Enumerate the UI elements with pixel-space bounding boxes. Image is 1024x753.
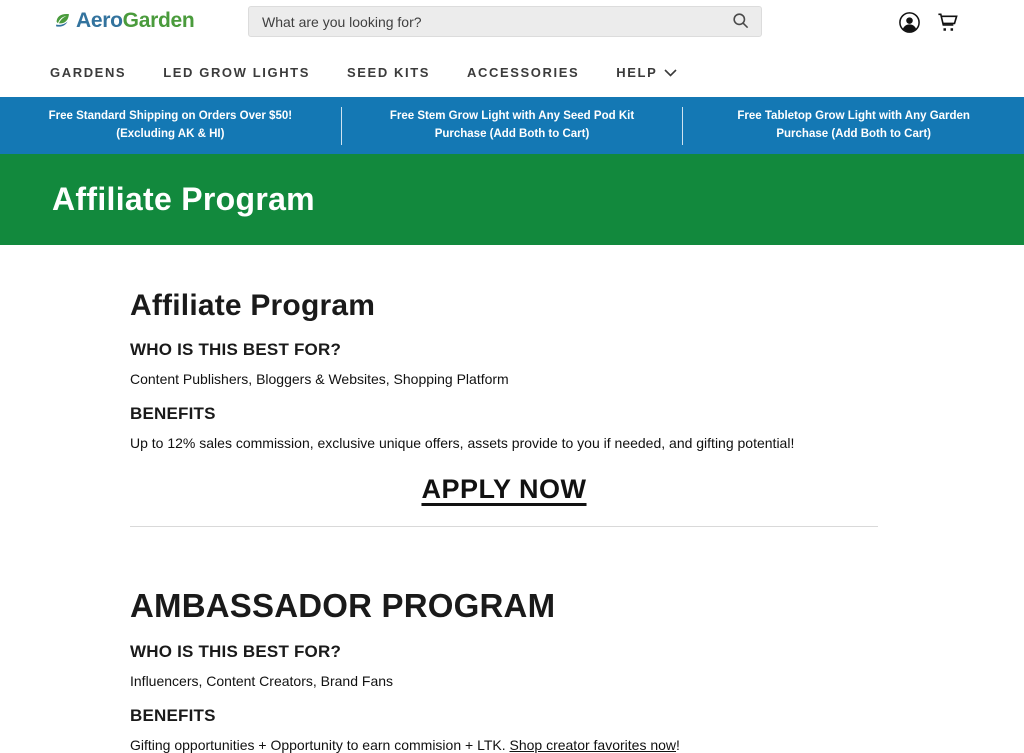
main-content [130, 289, 878, 753]
promo-message-stem-light: Free Stem Grow Light with Any Seed Pod Kit Purchase (Add Both to Cart) [389, 109, 635, 140]
nav-item-accessories[interactable]: ACCESSORIES [467, 65, 580, 80]
leaf-icon [52, 10, 74, 32]
page-title: Affiliate Program [52, 181, 315, 217]
chevron-down-icon [664, 65, 677, 80]
account-button[interactable] [898, 11, 921, 37]
primary-nav [0, 48, 1024, 97]
site-header [0, 0, 1024, 48]
affiliate-who-heading: WHO IS THIS BEST FOR? [130, 340, 342, 359]
page-hero [0, 154, 1024, 245]
affiliate-benefits-heading: BENEFITS [130, 404, 216, 423]
ambassador-benefits-text [130, 737, 878, 753]
cart-icon [936, 11, 959, 37]
promo-message-tabletop-light: Free Tabletop Grow Light with Any Garden Purchase (Add Both to Cart) [737, 109, 970, 140]
nav-item-gardens[interactable]: GARDENS [50, 65, 127, 80]
apply-now-link[interactable]: APPLY NOW [421, 474, 587, 504]
affiliate-section-title: Affiliate Program [130, 289, 376, 322]
search-bar [248, 6, 762, 37]
ambassador-who-text: Influencers, Content Creators, Brand Fans [130, 673, 394, 689]
affiliate-who-text: Content Publishers, Bloggers & Websites, Shopping Platform [130, 371, 509, 387]
shop-creator-favorites-link[interactable]: Shop creator favorites now [509, 737, 677, 753]
logo-link[interactable] [52, 9, 194, 33]
ambassador-benefits-heading: BENEFITS [130, 706, 216, 725]
nav-item-led-grow-lights[interactable]: LED GROW LIGHTS [163, 65, 310, 80]
affiliate-benefits-text: Up to 12% sales commission, exclusive unique offers, assets provide to you if needed, and gifting potential! [130, 435, 795, 451]
ambassador-section-title: AMBASSADOR PROGRAM [130, 587, 556, 624]
nav-item-help[interactable] [616, 65, 677, 80]
nav-item-help-label: HELP [616, 65, 658, 80]
cart-button[interactable] [936, 11, 959, 37]
promo-message-shipping: Free Standard Shipping on Orders Over $50! (Excluding AK & HI) [48, 109, 293, 140]
ambassador-who-heading: WHO IS THIS BEST FOR? [130, 642, 342, 661]
ambassador-benefits-prefix: Gifting opportunities + Opportunity to earn commision + LTK. [130, 737, 510, 753]
search-input[interactable] [249, 7, 727, 36]
ambassador-benefits-suffix: ! [676, 737, 680, 753]
account-icon [898, 11, 921, 37]
affiliate-program-section [130, 289, 878, 527]
search-icon [731, 11, 750, 33]
ambassador-program-section [130, 587, 878, 753]
apply-now-row [130, 474, 878, 505]
search-button[interactable] [727, 11, 761, 33]
nav-item-seed-kits[interactable]: SEED KITS [347, 65, 431, 80]
logo-wordmark: AeroGarden [76, 9, 195, 32]
promo-banner [0, 97, 1024, 154]
section-divider [130, 526, 878, 527]
